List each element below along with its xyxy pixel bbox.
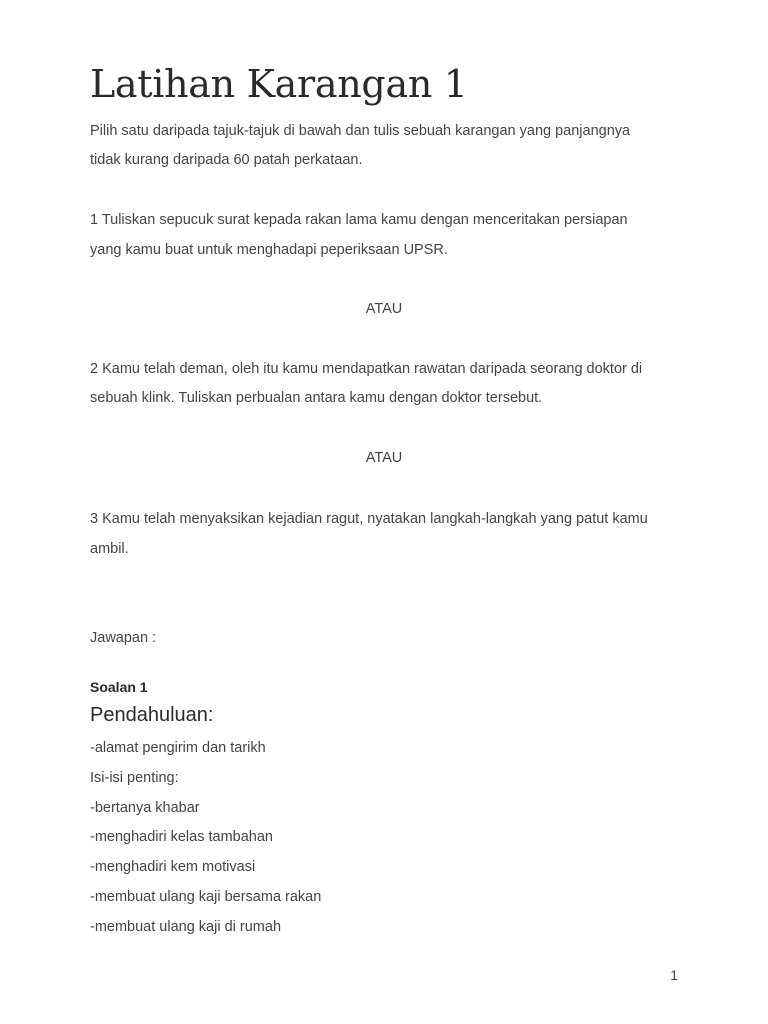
page-title: Latihan Karangan 1	[90, 62, 468, 106]
list-item: -bertanya khabar	[90, 800, 200, 816]
question-label: Soalan 1	[90, 679, 148, 695]
question-2-line-1: 2 Kamu telah deman, oleh itu kamu mendapatkan rawatan daripada seorang doktor di	[90, 361, 643, 377]
list-item: -membuat ulang kaji bersama rakan	[90, 889, 322, 905]
list-item: Isi-isi penting:	[90, 770, 179, 786]
question-3-line-1: 3 Kamu telah menyaksikan kejadian ragut, nyatakan langkah-langkah yang patut kamu	[90, 511, 648, 527]
list-item: -membuat ulang kaji di rumah	[90, 919, 282, 935]
answer-label: Jawapan :	[90, 630, 157, 646]
section-heading: Pendahuluan:	[90, 704, 214, 726]
question-3-line-2: ambil.	[90, 541, 129, 557]
question-1-line-1: 1 Tuliskan sepucuk surat kepada rakan lama kamu dengan menceritakan persiapan	[90, 212, 628, 228]
list-item: -alamat pengirim dan tarikh	[90, 740, 266, 756]
instruction-line-1: Pilih satu daripada tajuk-tajuk di bawah dan tulis sebuah karangan yang panjangnya	[90, 123, 631, 139]
separator-1: ATAU	[365, 301, 403, 317]
question-2-line-2: sebuah klink. Tuliskan perbualan antara kamu dengan doktor tersebut.	[90, 390, 543, 406]
separator-2: ATAU	[365, 450, 403, 466]
question-1-line-2: yang kamu buat untuk menghadapi peperiksaan UPSR.	[90, 242, 448, 258]
list-item: -menghadiri kelas tambahan	[90, 829, 273, 845]
page-number: 1	[670, 967, 678, 983]
list-item: -menghadiri kem motivasi	[90, 859, 256, 875]
instruction-line-2: tidak kurang daripada 60 patah perkataan.	[90, 152, 363, 168]
